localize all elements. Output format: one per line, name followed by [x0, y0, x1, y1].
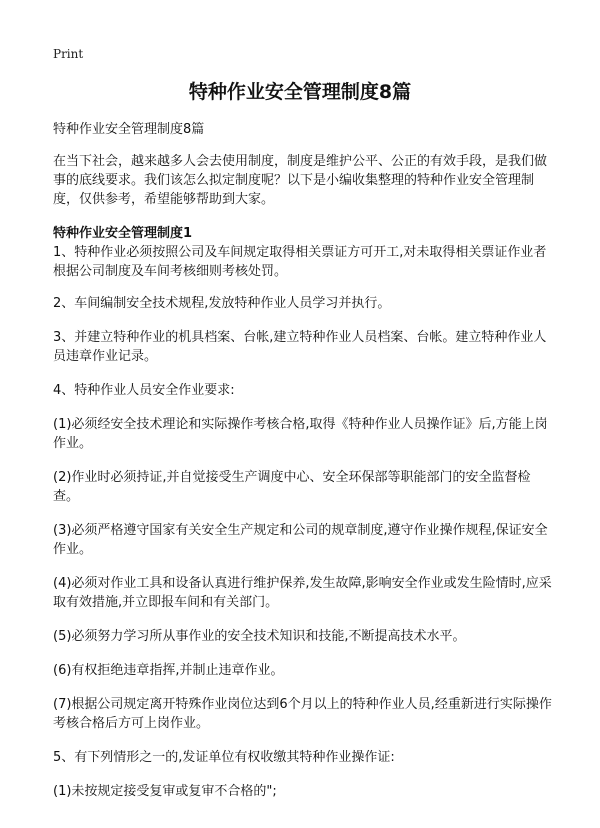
- paragraph-item-4-7: (7)根据公司规定离开特殊作业岗位达到6个月以上的特种作业人员,经重新进行实际操作考核合格后方可上岗作业。: [53, 697, 552, 731]
- document-body: [53, 120, 552, 816]
- paragraph-item-4-5: (5)必须努力学习所从事作业的安全技术知识和技能,不断提高技术水平。: [53, 629, 466, 644]
- page-title: 特种作业安全管理制度8篇: [188, 81, 412, 103]
- paragraph-item-4-3: (3)必须严格遵守国家有关安全生产规定和公司的规章制度,遵守作业操作规程,保证安全作业。: [53, 523, 548, 557]
- print-link[interactable]: Print: [53, 47, 84, 61]
- section-heading: 特种作业安全管理制度1: [53, 226, 193, 241]
- paragraph-item-4-1: (1)必须经安全技术理论和实际操作考核合格,取得《特种作业人员操作证》后,方能上岗作业。: [53, 417, 548, 451]
- paragraph-item-5-1: (1)未按规定接受复审或复审不合格的";: [53, 784, 277, 799]
- paragraph-item-4-2: (2)作业时必须持证,并自觉接受生产调度中心、安全环保部等职能部门的安全监督检查。: [53, 470, 531, 504]
- paragraph-item-4-4: (4)必须对作业工具和设备认真进行维护保养,发生故障,影响安全作业或发生险情时,应采取有效措施,并立即报车间和有关部门。: [53, 576, 552, 610]
- paragraph-item-5: 5、有下列情形之一的,发证单位有权收缴其特种作业操作证:: [53, 750, 395, 765]
- paragraph-item-4-6: (6)有权拒绝违章指挥,并制止违章作业。: [53, 663, 284, 678]
- paragraph-item-2: 2、车间编制安全技术规程,发放特种作业人员学习并执行。: [53, 296, 391, 311]
- paragraph-item-3: 3、并建立特种作业的机具档案、台帐,建立特种作业人员档案、台帐。建立特种作业人员违章作业记录。: [53, 330, 547, 364]
- document-subtitle: 特种作业安全管理制度8篇: [53, 122, 205, 137]
- intro-paragraph: 在当下社会，越来越多人会去使用制度，制度是维护公平、公正的有效手段，是我们做事的底线要求。我们该怎么拟定制度呢？以下是小编收集整理的特种作业安全管理制度，仅供参考，希望能够帮助到大家。: [53, 154, 548, 207]
- paragraph-item-1: 1、特种作业必须按照公司及车间规定取得相关票证方可开工,对未取得相关票证作业者根据公司制度及车间考核细则考核处罚。: [53, 245, 547, 279]
- paragraph-item-4: 4、特种作业人员安全作业要求:: [53, 383, 235, 398]
